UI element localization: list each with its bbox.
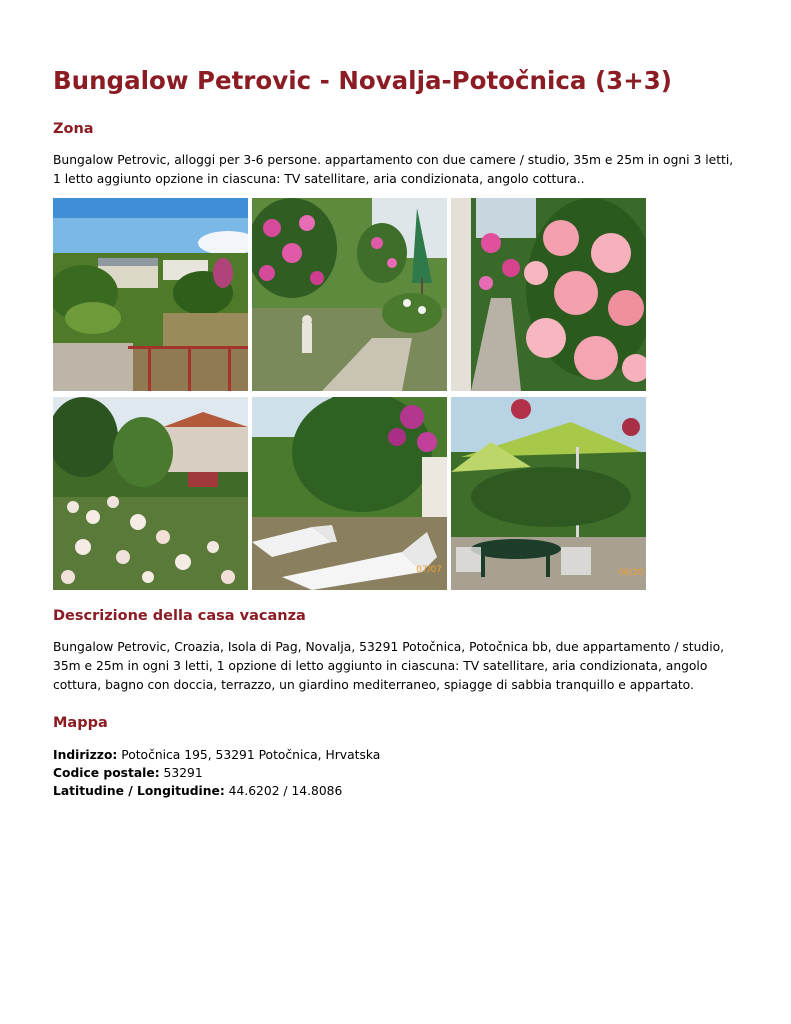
page-title: Bungalow Petrovic - Novalja-Potočnica (3+3) xyxy=(53,66,672,95)
gallery-photo-5[interactable] xyxy=(252,397,447,590)
address-value: Potočnica 195, 53291 Potočnica, Hrvatska xyxy=(121,748,381,762)
coordinates-row xyxy=(53,782,380,800)
section-heading-descrizione: Descrizione della casa vacanza xyxy=(53,608,306,624)
gallery-photo-6[interactable] xyxy=(451,397,646,590)
address-row xyxy=(53,746,380,764)
photo-6-datestamp: 06/20 xyxy=(618,568,644,578)
section-heading-mappa: Mappa xyxy=(53,715,108,731)
photo-5-datestamp: 07/07 xyxy=(416,565,442,575)
postal-code-value: 53291 xyxy=(163,766,203,780)
section-heading-zona: Zona xyxy=(53,121,94,137)
address-info xyxy=(53,746,380,800)
zona-text: Bungalow Petrovic, alloggi per 3-6 persone. appartamento con due camere / studio, 35m e 25m in ogni 3 letti, 1 letto aggiunto opzione in ciascuna: TV satellitare, aria condizionata, angolo cottura.. xyxy=(53,153,734,186)
descrizione-text: Bungalow Petrovic, Croazia, Isola di Pag, Novalja, 53291 Potočnica, Potočnica bb, due appartamento / studio, 35m e 25m in ogni 3 letti, 1 opzione di letto aggiunto in ciascuna: TV satellitare, aria condizionata, angolo cottura, bagno con doccia, terrazzo, un giardino mediterraneo, spiagge di sabbia tranquillo e appartato. xyxy=(53,640,725,692)
postal-code-row xyxy=(53,764,380,782)
postal-code-label: Codice postale: xyxy=(53,766,160,780)
address-label: Indirizzo: xyxy=(53,748,118,762)
coordinates-value: 44.6202 / 14.8086 xyxy=(228,784,343,798)
gallery-photo-1[interactable] xyxy=(53,198,248,391)
photo-gallery xyxy=(53,198,645,591)
gallery-photo-4[interactable] xyxy=(53,397,248,590)
gallery-photo-3[interactable] xyxy=(451,198,646,391)
coordinates-label: Latitudine / Longitudine: xyxy=(53,784,225,798)
gallery-photo-2[interactable] xyxy=(252,198,447,391)
